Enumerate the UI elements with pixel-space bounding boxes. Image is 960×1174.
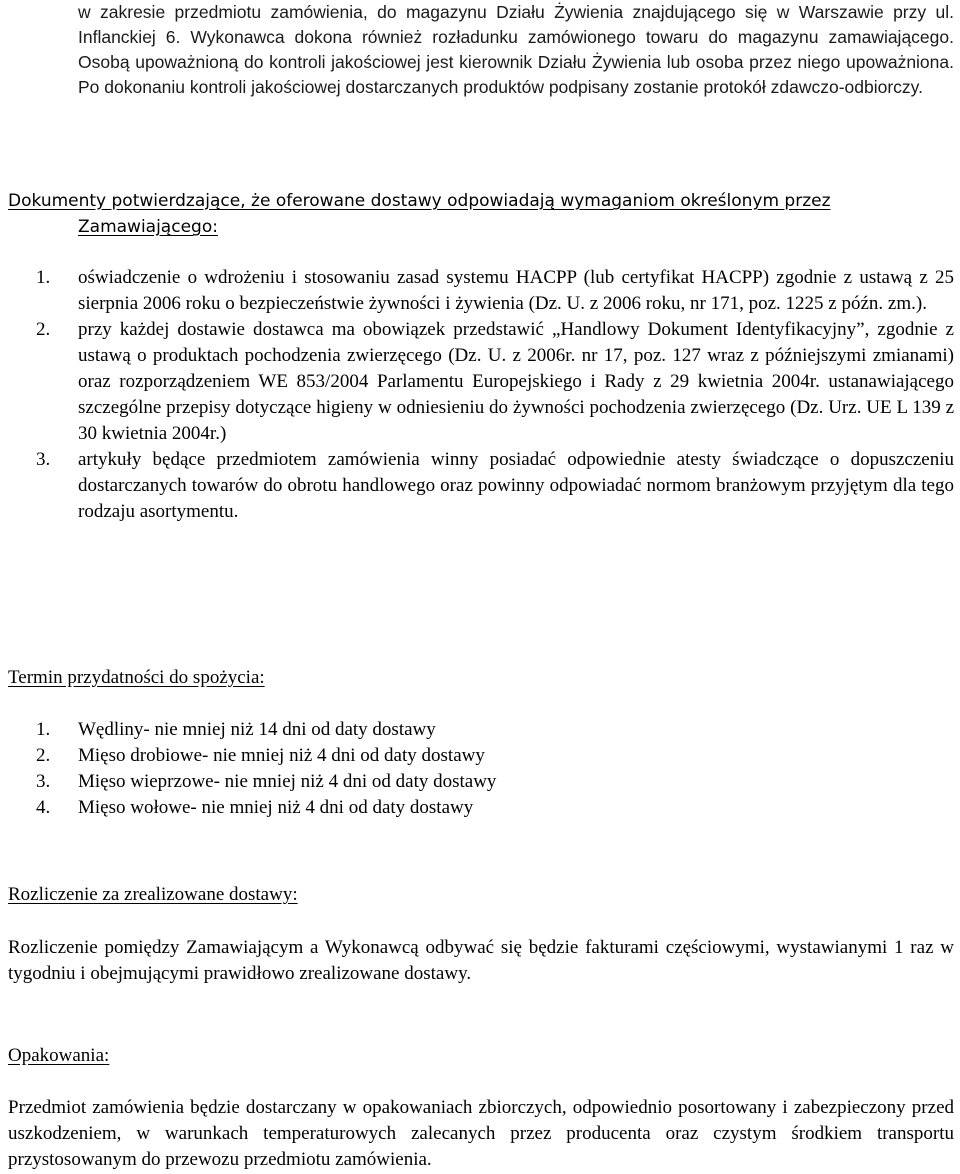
list-item-text: Wędliny- nie mniej niż 14 dni od daty dostawy (78, 719, 436, 740)
list-item (8, 769, 496, 795)
list-item (8, 317, 954, 447)
list-item-number: 2. (36, 319, 51, 340)
list-item-number: 1. (36, 267, 51, 288)
list-item-text: Mięso wieprzowe- nie mniej niż 4 dni od daty dostawy (78, 771, 497, 792)
list-item (8, 743, 496, 769)
list-item (8, 717, 496, 743)
list-item-number: 3. (36, 771, 51, 792)
list-item-text: przy każdej dostawie dostawca ma obowiązek przedstawić „Handlowy Dokument Identyfikacyjny”, zgodnie z ustawą o produktach pochodzenia zwierzęcego (Dz. U. z 2006r. nr 17, poz. 127 wraz z późniejszymi zmianami) oraz rozporządzeniem WE 853/2004 Parlamentu Europejskiego i Rady z 29 kwietnia 2004r. ustanawiającego szczególne przepisy dotyczące higieny w odniesieniu do żywności pochodzenia zwierzęcego (Dz. Urz. UE L 139 z 30 kwietnia 2004r.) (78, 319, 954, 444)
list-item-text: artykuły będące przedmiotem zamówienia winny posiadać odpowiednie atesty świadczące o dopuszczeniu dostarczanych towarów do obrotu handlowego oraz powinny odpowiadać normom branżowym przyjętym dla tego rodzaju asortymentu. (78, 449, 954, 522)
list-item (8, 795, 496, 821)
intro-paragraph: w zakresie przedmiotu zamówienia, do magazynu Działu Żywienia znajdującego się w Warszawie przy ul. Inflanckiej 6. Wykonawca dokona również rozładunku zamówionego towaru do magazynu zamawiającego. Osobą upoważnioną do kontroli jakościowej jest kierownik Działu Żywienia lub osoba przez niego upoważniona. Po dokonaniu kontroli jakościowej dostarczanych produktów podpisany zostanie protokół zdawczo-odbiorczy. (78, 2, 954, 97)
shelf-life-heading: Termin przydatności do spożycia: (8, 667, 265, 688)
list-item-number: 4. (36, 797, 51, 818)
list-item-text: Mięso drobiowe- nie mniej niż 4 dni od daty dostawy (78, 745, 485, 766)
list-item-number: 2. (36, 745, 51, 766)
packaging-heading: Opakowania: (8, 1045, 110, 1066)
list-item-number: 3. (36, 449, 51, 470)
list-item (8, 447, 954, 525)
packaging-paragraph: Przedmiot zamówienia będzie dostarczany w opakowaniach zbiorczych, odpowiednio posortowany i zabezpieczony przed uszkodzeniem, w warunkach temperaturowych zalecanych przez producenta oraz czystym środkiem transportu przystosowanym do przewozu przedmiotu zamówienia. (8, 1097, 954, 1170)
list-item-text: oświadczenie o wdrożeniu i stosowaniu zasad systemu HACPP (lub certyfikat HACPP) zgodnie z ustawą z 25 sierpnia 2006 roku o bezpieczeństwie żywności i żywienia (Dz. U. z 2006 roku, nr 171, poz. 1225 z późn. zm.). (78, 267, 954, 314)
list-item (8, 265, 954, 317)
documents-heading: Dokumenty potwierdzające, że oferowane dostawy odpowiadają wymaganiom określonym przez Zamawiającego: (8, 191, 831, 237)
list-item-text: Mięso wołowe- nie mniej niż 4 dni od daty dostawy (78, 797, 474, 818)
settlement-heading: Rozliczenie za zrealizowane dostawy: (8, 884, 298, 905)
list-item-number: 1. (36, 719, 51, 740)
documents-list (8, 265, 954, 525)
shelf-life-list (8, 717, 496, 821)
settlement-paragraph: Rozliczenie pomiędzy Zamawiającym a Wykonawcą odbywać się będzie fakturami częściowymi, wystawianymi 1 raz w tygodniu i obejmującymi prawidłowo zrealizowane dostawy. (8, 937, 954, 984)
